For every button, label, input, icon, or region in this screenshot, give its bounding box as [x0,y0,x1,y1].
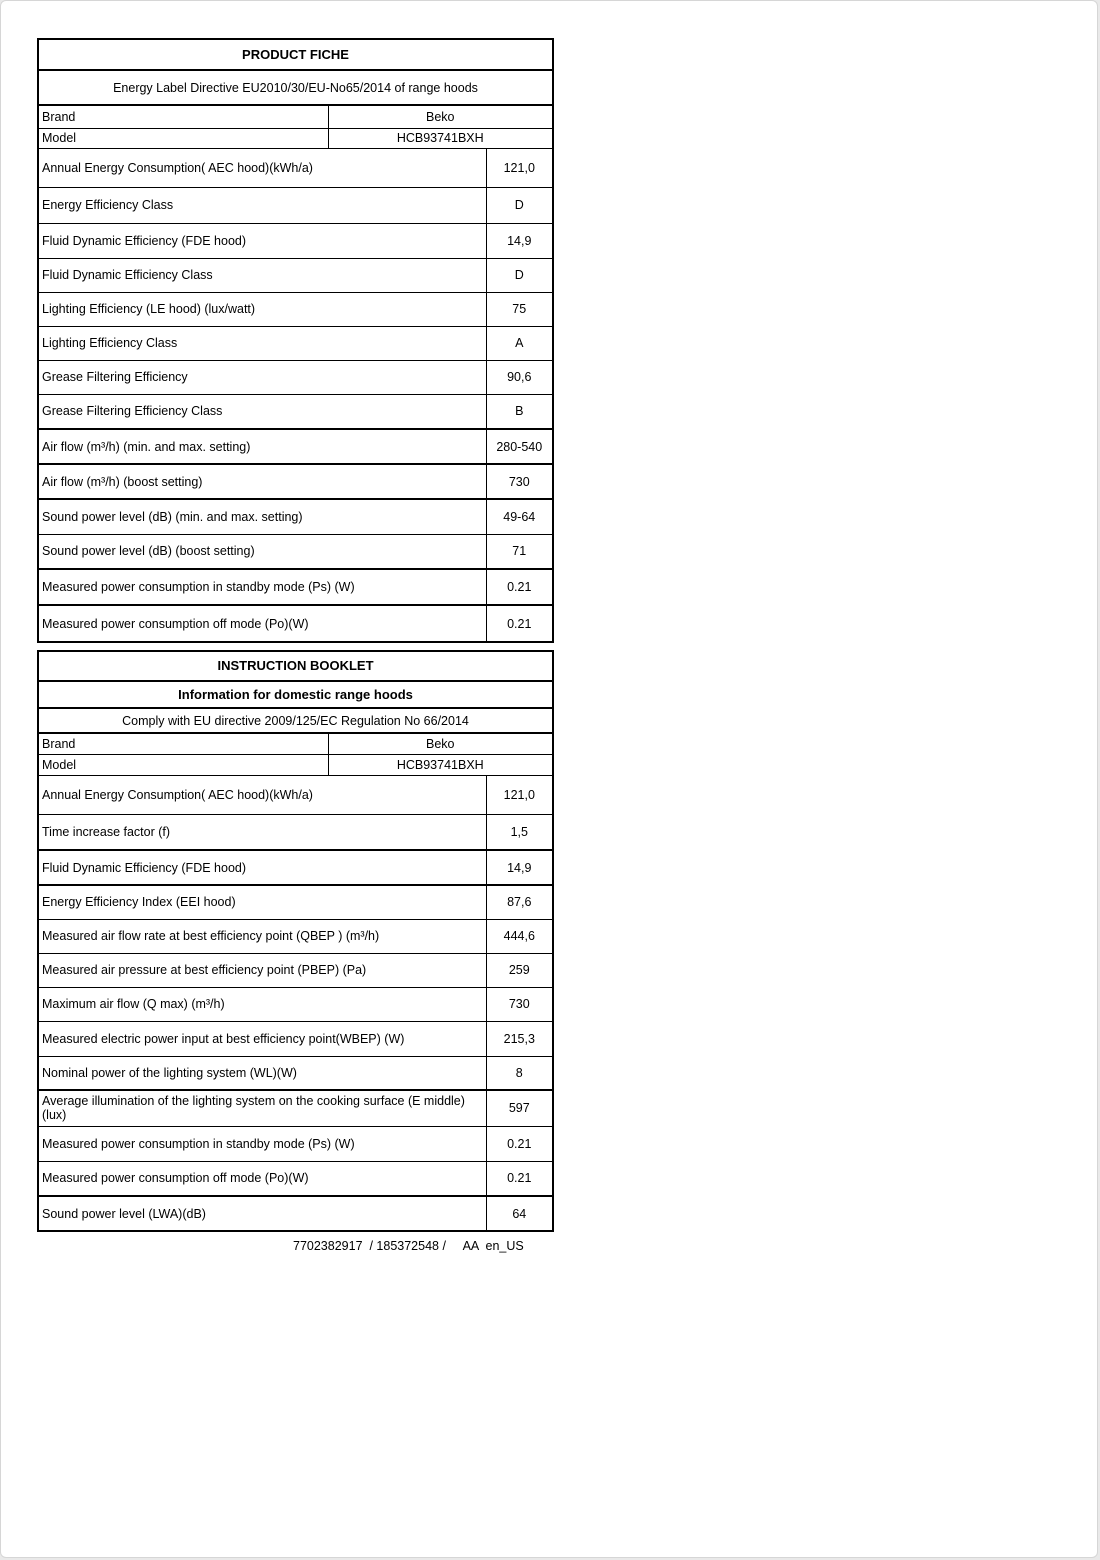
row-value: D [486,187,553,223]
row-value: 0.21 [486,1161,553,1196]
row-value: 121,0 [486,148,553,187]
row-label: Sound power level (dB) (boost setting) [38,534,486,569]
row-value: 64 [486,1196,553,1231]
table-row [38,187,553,223]
row-label: Measured electric power input at best efficiency point(WBEP) (W) [38,1021,486,1056]
row-value: 8 [486,1056,553,1090]
row-value: A [486,326,553,360]
product-fiche-title: PRODUCT FICHE [38,39,553,70]
row-label: Average illumination of the lighting system on the cooking surface (E middle)(lux) [38,1090,486,1126]
table-row [38,885,553,919]
row-value: 121,0 [486,775,553,814]
row-label: Grease Filtering Efficiency [38,360,486,394]
table-row [38,534,553,569]
table-row [38,1056,553,1090]
row-label: Annual Energy Consumption( AEC hood)(kWh/a) [38,775,486,814]
row-value: B [486,394,553,429]
table-row [38,814,553,850]
row-value: 14,9 [486,850,553,885]
table-row [38,775,553,814]
table-row [38,1196,553,1231]
row-value: 259 [486,953,553,987]
instruction-booklet-section [37,650,552,1232]
row-label: Annual Energy Consumption( AEC hood)(kWh/a) [38,148,486,187]
row-value: 597 [486,1090,553,1126]
row-value: 87,6 [486,885,553,919]
fiche-directive: Energy Label Directive EU2010/30/EU-No65/2014 of range hoods [38,70,553,105]
table-row [38,953,553,987]
row-value: 280-540 [486,429,553,464]
row-label: Measured power consumption off mode (Po)(W) [38,1161,486,1196]
model-value: HCB93741BXH [328,754,553,775]
model-value: HCB93741BXH [328,128,553,148]
row-value: 444,6 [486,919,553,953]
table-row [38,987,553,1021]
row-value: 0.21 [486,1126,553,1161]
product-fiche-section [37,38,552,643]
row-value: 730 [486,464,553,499]
table-row [38,258,553,292]
table-row [38,148,553,187]
table-row [38,394,553,429]
row-label: Measured power consumption off mode (Po)(W) [38,605,486,642]
row-value: 0.21 [486,569,553,605]
row-label: Time increase factor (f) [38,814,486,850]
row-label: Fluid Dynamic Efficiency Class [38,258,486,292]
row-value: 49-64 [486,499,553,534]
table-row [38,1161,553,1196]
table-row [38,850,553,885]
brand-label: Brand [38,733,328,754]
row-label: Air flow (m³/h) (min. and max. setting) [38,429,486,464]
row-value: 0.21 [486,605,553,642]
table-row [38,429,553,464]
table-row [38,360,553,394]
brand-value: Beko [328,105,553,128]
table-row [38,1021,553,1056]
row-label: Maximum air flow (Q max) (m³/h) [38,987,486,1021]
table-row [38,1126,553,1161]
instruction-booklet-title: INSTRUCTION BOOKLET [38,651,553,681]
row-value: 75 [486,292,553,326]
product-fiche-table [37,38,554,643]
row-label: Measured air flow rate at best efficiency point (QBEP ) (m³/h) [38,919,486,953]
row-label: Energy Efficiency Class [38,187,486,223]
row-value: D [486,258,553,292]
row-value: 215,3 [486,1021,553,1056]
table-row [38,499,553,534]
booklet-subtitle: Information for domestic range hoods [38,681,553,708]
row-value: 14,9 [486,223,553,258]
model-label: Model [38,754,328,775]
row-value: 1,5 [486,814,553,850]
table-row [38,919,553,953]
instruction-booklet-table [37,650,554,1232]
model-label: Model [38,128,328,148]
row-label: Fluid Dynamic Efficiency (FDE hood) [38,850,486,885]
row-value: 71 [486,534,553,569]
table-row [38,605,553,642]
row-value: 730 [486,987,553,1021]
row-label: Measured air pressure at best efficiency point (PBEP) (Pa) [38,953,486,987]
row-label: Sound power level (dB) (min. and max. setting) [38,499,486,534]
row-label: Lighting Efficiency Class [38,326,486,360]
row-label: Energy Efficiency Index (EEI hood) [38,885,486,919]
row-label: Air flow (m³/h) (boost setting) [38,464,486,499]
table-row [38,292,553,326]
row-label: Nominal power of the lighting system (WL)(W) [38,1056,486,1090]
brand-value: Beko [328,733,553,754]
table-row [38,326,553,360]
booklet-directive: Comply with EU directive 2009/125/EC Regulation No 66/2014 [38,708,553,733]
table-row [38,223,553,258]
row-label: Measured power consumption in standby mode (Ps) (W) [38,1126,486,1161]
row-value: 90,6 [486,360,553,394]
table-row [38,464,553,499]
row-label: Lighting Efficiency (LE hood) (lux/watt) [38,292,486,326]
row-label: Measured power consumption in standby mode (Ps) (W) [38,569,486,605]
table-row [38,1090,553,1126]
brand-label: Brand [38,105,328,128]
table-row [38,569,553,605]
document-footer-code: 7702382917 / 185372548 / AA en_US [293,1239,524,1253]
row-label: Grease Filtering Efficiency Class [38,394,486,429]
row-label: Fluid Dynamic Efficiency (FDE hood) [38,223,486,258]
row-label: Sound power level (LWA)(dB) [38,1196,486,1231]
